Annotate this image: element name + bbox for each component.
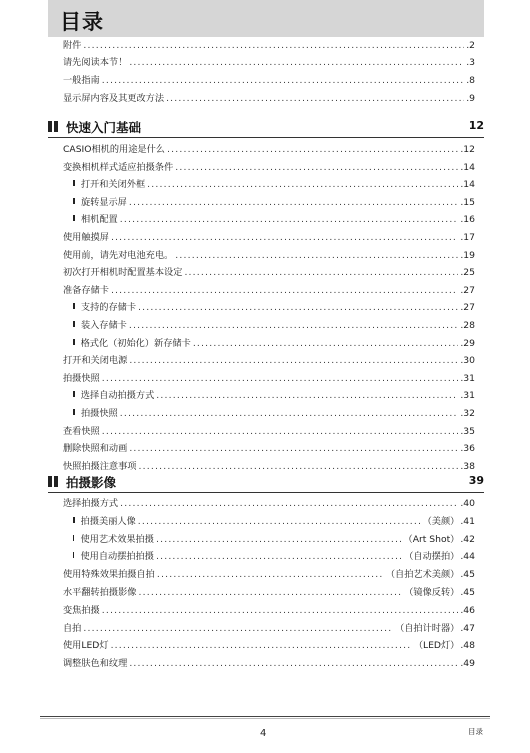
toc-entry-label: 拍摄快照 <box>81 408 118 419</box>
footer-section-label[interactable]: 目录 <box>468 727 483 736</box>
dot-leader <box>156 551 402 563</box>
section-marker-icon <box>48 121 52 132</box>
toc-entry[interactable] <box>63 162 475 174</box>
toc-entry-mode: （镜像反转） <box>404 587 460 598</box>
toc-entry[interactable] <box>63 40 475 52</box>
dot-leader <box>111 232 458 244</box>
toc-entry[interactable] <box>63 285 475 297</box>
toc-entry-page: .42 <box>460 534 475 545</box>
dot-leader <box>156 390 458 402</box>
toc-entry[interactable] <box>63 498 475 510</box>
toc-entry-page: .32 <box>460 408 475 419</box>
toc-subentry[interactable] <box>73 214 475 226</box>
dot-leader <box>102 605 459 617</box>
bullet-square-icon <box>73 321 75 327</box>
toc-entry-page: .14 <box>460 179 475 190</box>
dot-leader <box>129 355 458 367</box>
toc-entry-mode: （美颜） <box>422 516 460 527</box>
dot-leader <box>83 623 393 635</box>
toc-entry-mode: （LED灯） <box>413 640 460 651</box>
section-marker-icon <box>54 476 58 487</box>
toc-entry[interactable] <box>63 144 475 156</box>
toc-entry-label: 请先阅读本节！ <box>63 57 128 68</box>
toc-entry-label: 附件 <box>63 40 82 51</box>
dot-leader <box>147 179 458 191</box>
toc-entry[interactable] <box>63 93 475 105</box>
toc-entry[interactable] <box>63 57 475 69</box>
dot-leader <box>129 57 464 69</box>
toc-entry-page: .19 <box>460 250 475 261</box>
dot-leader <box>184 267 458 279</box>
toc-entry-page: .44 <box>460 551 475 562</box>
dot-leader <box>139 587 403 599</box>
toc-entry-label: 一般指南 <box>63 75 100 86</box>
toc-entry-page: .8 <box>466 75 475 86</box>
toc-entry-page: .3 <box>466 57 475 68</box>
toc-entry-page: .46 <box>460 605 475 616</box>
toc-entry-label: CASIO相机的用途是什么 <box>63 144 165 155</box>
section-page: 39 <box>468 474 484 487</box>
toc-entry-label: 使用触摸屏 <box>63 232 109 243</box>
toc-entry[interactable] <box>63 426 475 438</box>
section-marker-icon <box>48 476 52 487</box>
section-heading[interactable] <box>48 117 484 138</box>
toc-entry-page: .2 <box>466 40 475 51</box>
toc-entry-label: 快照拍摄注意事项 <box>63 461 137 472</box>
toc-entry-page: .48 <box>460 640 475 651</box>
bullet-square-icon <box>73 552 74 558</box>
toc-entry[interactable] <box>63 267 475 279</box>
section-title: 快速入门基础 <box>66 120 142 135</box>
toc-entry-page: .12 <box>460 144 475 155</box>
toc-entry-page: .15 <box>460 197 475 208</box>
toc-entry-label: 调整肤色和纹理 <box>63 658 128 669</box>
toc-entry-label: 准备存储卡 <box>63 285 109 296</box>
dot-leader <box>138 302 458 314</box>
toc-subentry[interactable] <box>73 197 475 209</box>
toc-subentry[interactable] <box>73 551 475 563</box>
dot-leader <box>129 197 459 209</box>
toc-entry-label: 支持的存储卡 <box>80 302 137 313</box>
toc-entry-page: .45 <box>460 569 475 580</box>
toc-entry-label: 变焦拍摄 <box>63 605 100 616</box>
bullet-square-icon <box>73 517 75 523</box>
dot-leader <box>193 338 459 350</box>
toc-entry-label: 旋转显示屏 <box>80 197 127 208</box>
toc-entry-label: 初次打开相机时配置基本设定 <box>63 267 183 278</box>
toc-subentry[interactable] <box>73 302 475 314</box>
dot-leader <box>167 144 458 156</box>
dot-leader <box>102 75 464 87</box>
toc-entry[interactable] <box>63 75 475 87</box>
bullet-square-icon <box>73 391 75 397</box>
toc-entry-label: 使用艺术效果拍摄 <box>80 534 154 545</box>
toc-entry-label: 格式化（初始化）新存储卡 <box>80 338 191 349</box>
toc-entry-page: .31 <box>460 390 475 401</box>
page-header <box>48 0 484 37</box>
toc-entry-label: 显示屏内容及其更改方法 <box>63 93 165 104</box>
toc-entry-label: 相机配置 <box>81 214 118 225</box>
toc-entry-page: .14 <box>460 162 475 173</box>
toc-entry-label: 查看快照 <box>63 426 100 437</box>
toc-entry-label: 打开和关闭电源 <box>63 355 128 366</box>
bullet-square-icon <box>73 180 75 186</box>
toc-entry[interactable] <box>63 587 475 599</box>
toc-entry-page: .9 <box>466 93 475 104</box>
toc-entry-page: .27 <box>460 302 475 313</box>
toc-entry[interactable] <box>63 658 475 670</box>
toc-entry-label: 自拍 <box>63 623 82 634</box>
toc-entry-page: .47 <box>460 623 475 634</box>
dot-leader <box>129 443 458 455</box>
toc-entry-label: 拍摄美丽人像 <box>80 516 136 527</box>
toc-entry-label: 选择自动拍摄方式 <box>80 390 155 401</box>
toc-entry[interactable] <box>63 355 475 367</box>
toc-entry-label: 装入存储卡 <box>80 320 127 331</box>
dot-leader <box>120 408 459 420</box>
section-title: 拍摄影像 <box>66 475 117 490</box>
toc-entry[interactable] <box>63 250 475 262</box>
toc-subentry[interactable] <box>73 390 475 402</box>
toc-entry-page: .45 <box>460 587 475 598</box>
toc-entry-label: 选择拍摄方式 <box>63 498 119 509</box>
toc-entry-page: .30 <box>460 355 475 366</box>
toc-entry-label: 水平翻转拍摄影像 <box>63 587 137 598</box>
dot-leader <box>157 569 384 581</box>
toc-entry-page: .27 <box>460 285 475 296</box>
toc-entry-page: .31 <box>460 373 475 384</box>
dot-leader <box>111 640 412 652</box>
toc-entry-page: .29 <box>460 338 475 349</box>
toc-entry-label: 使用特殊效果拍摄自拍 <box>63 569 155 580</box>
dot-leader <box>102 373 459 385</box>
bullet-square-icon <box>73 339 75 345</box>
toc-entry-label: 打开和关闭外框 <box>80 179 146 190</box>
toc-entry-page: .49 <box>460 658 475 669</box>
bullet-square-icon <box>73 215 75 221</box>
page-title: 目录 <box>60 10 104 34</box>
footer-divider <box>40 716 490 717</box>
toc-entry-label: 使用LED灯 <box>63 640 109 651</box>
toc-entry[interactable] <box>63 623 475 635</box>
toc-entry-page: .36 <box>460 443 475 454</box>
toc-subentry[interactable] <box>73 338 475 350</box>
dot-leader <box>166 93 464 105</box>
toc-entry[interactable] <box>63 640 475 652</box>
toc-entry[interactable] <box>63 232 475 244</box>
bullet-square-icon <box>73 409 75 415</box>
dot-leader <box>120 498 458 510</box>
toc-subentry[interactable] <box>73 408 475 420</box>
bullet-square-icon <box>73 303 75 309</box>
toc-entry-label: 使用前，请先对电池充电。 <box>63 250 174 261</box>
dot-leader <box>102 426 459 438</box>
footer-divider-light <box>40 718 490 719</box>
toc-entry-mode: （自拍艺术美颜） <box>385 569 460 580</box>
section-marker-icon <box>54 121 58 132</box>
toc-entry-label: 拍摄快照 <box>63 373 100 384</box>
toc-subentry[interactable] <box>73 516 475 528</box>
toc-subentry[interactable] <box>73 534 475 546</box>
dot-leader <box>129 658 458 670</box>
toc-entry-label: 删除快照和动画 <box>63 443 128 454</box>
dot-leader <box>83 40 464 52</box>
toc-entry-mode: （自拍计时器） <box>395 623 460 634</box>
toc-entry[interactable] <box>63 569 475 581</box>
toc-entry-page: .35 <box>460 426 475 437</box>
toc-entry-label: 变换相机样式适应拍摄条件 <box>63 162 174 173</box>
dot-leader <box>156 534 402 546</box>
toc-entry-mode: （自动摆拍） <box>404 551 460 562</box>
toc-entry-page: .40 <box>460 498 475 509</box>
toc-entry-page: .25 <box>460 267 475 278</box>
section-heading[interactable] <box>48 472 484 493</box>
bullet-square-icon <box>73 535 74 541</box>
toc-entry-mode: （Art Shot） <box>403 534 460 545</box>
bullet-square-icon <box>73 198 75 204</box>
dot-leader <box>129 320 459 332</box>
dot-leader <box>138 516 421 528</box>
dot-leader <box>175 250 458 262</box>
footer-page-number: 4 <box>260 728 267 739</box>
dot-leader <box>120 214 459 226</box>
toc-entry[interactable] <box>63 605 475 617</box>
section-page: 12 <box>468 119 484 132</box>
toc-entry-page: .38 <box>460 461 475 472</box>
toc-entry-page: .41 <box>460 516 475 527</box>
toc-entry[interactable] <box>63 373 475 385</box>
dot-leader <box>175 162 458 174</box>
toc-subentry[interactable] <box>73 179 475 191</box>
toc-subentry[interactable] <box>73 320 475 332</box>
toc-entry-label: 使用自动摆拍拍摄 <box>80 551 154 562</box>
dot-leader <box>111 285 458 297</box>
toc-entry-page: .17 <box>460 232 475 243</box>
toc-entry-page: .16 <box>460 214 475 225</box>
toc-entry[interactable] <box>63 443 475 455</box>
toc-entry-page: .28 <box>460 320 475 331</box>
